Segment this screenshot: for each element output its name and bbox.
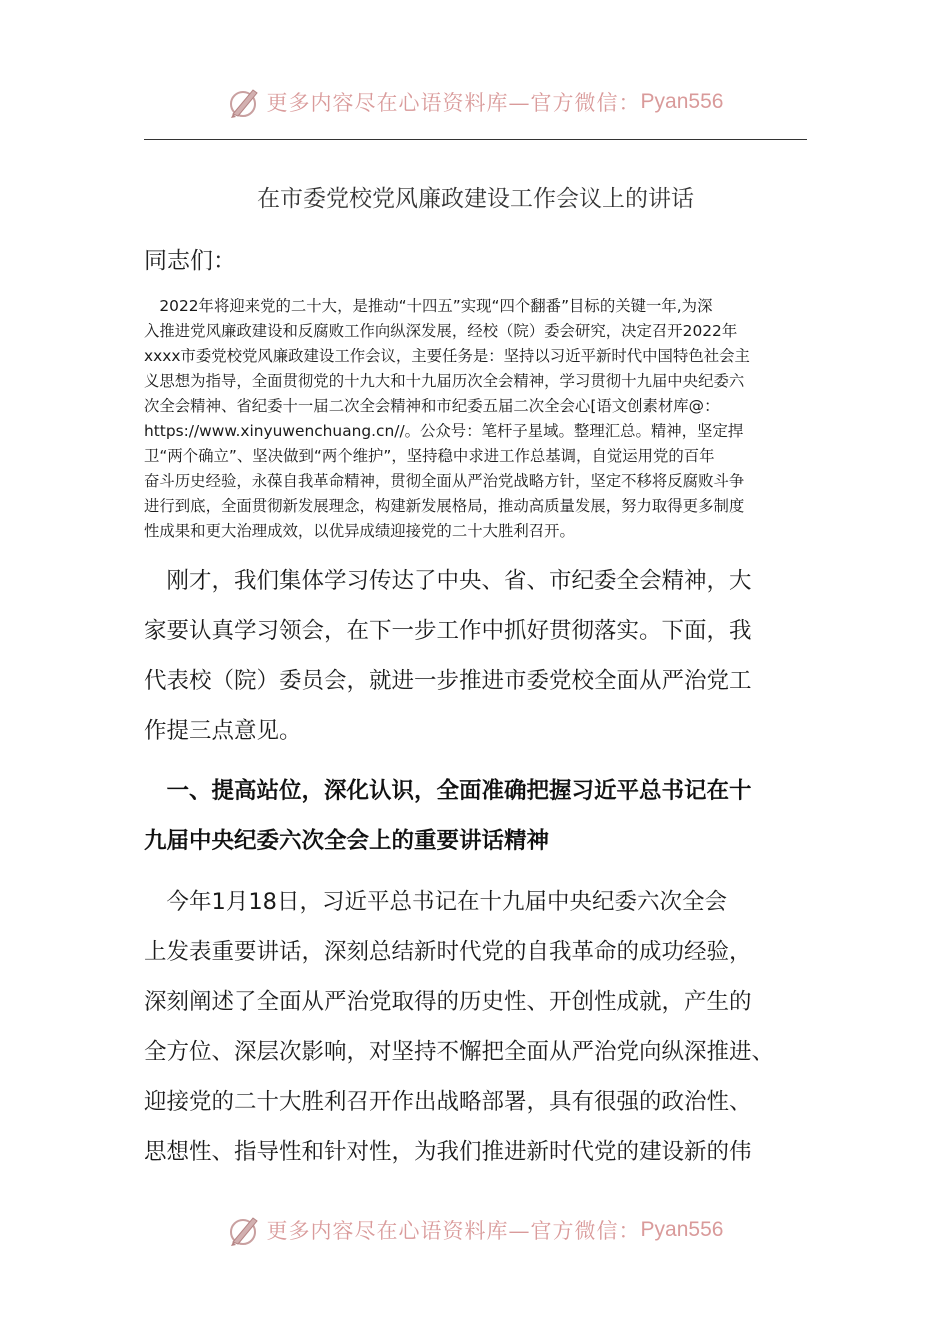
- pen-logo-icon: [227, 1212, 263, 1248]
- intro-line: 义思想为指导，全面贯彻党的十九大和十九届历次全会精神，学习贯彻十九届中央纪委六: [144, 372, 745, 390]
- paragraph-line: 刚才，我们集体学习传达了中央、省、市纪委全会精神，大: [144, 568, 752, 594]
- paragraph-line: 全方位、深层次影响，对坚持不懈把全面从严治党向纵深推进、: [144, 1039, 775, 1065]
- intro-line: 性成果和更大治理成效，以优异成绩迎接党的二十大胜利召开。: [144, 522, 575, 540]
- paragraph-line: 家要认真学习领会，在下一步工作中抓好贯彻落实。下面，我: [144, 618, 752, 644]
- paragraph-line: 思想性、指导性和针对性，为我们推进新时代党的建设新的伟: [144, 1139, 752, 1165]
- intro-line: 次全会精神、省纪委十一届二次全会精神和市纪委五届二次全会心[语文创素材库@：: [144, 397, 720, 415]
- intro-paragraph: [144, 294, 807, 544]
- header-watermark: [0, 84, 950, 120]
- paragraph-line: 迎接党的二十大胜利召开作出战略部署，具有很强的政治性、: [144, 1089, 752, 1115]
- footer-watermark: [0, 1212, 950, 1248]
- watermark-wechat-id: Pyan556: [640, 90, 724, 113]
- header-divider: [144, 139, 807, 140]
- greeting: 同志们：: [144, 248, 236, 274]
- watermark-text: 更多内容尽在心语资料库—官方微信：: [266, 91, 641, 115]
- paragraph-line: 今年1月18日，习近平总书记在十九届中央纪委六次全会: [144, 889, 727, 915]
- intro-line: 奋斗历史经验，永葆自我革命精神，贯彻全面从严治党战略方针，坚定不移将反腐败斗争: [144, 472, 745, 490]
- intro-line: 2022年将迎来党的二十大，是推动“十四五”实现“四个翻番”目标的关键一年,为深: [144, 297, 713, 315]
- heading-line: 一、提高站位，深化认识，全面准确把握习近平总书记在十: [144, 778, 752, 804]
- intro-line: 入推进党风廉政建设和反腐败工作向纵深发展，经校（院）委会研究，决定召开2022年: [144, 322, 738, 340]
- body-paragraph-2: [144, 877, 807, 1177]
- pen-logo-icon: [227, 84, 263, 120]
- document-title: 在市委党校党风廉政建设工作会议上的讲话: [257, 186, 694, 212]
- intro-line: https://www.xinyuwenchuang.cn//。公众号：笔杆子星域。整理汇总。精神，坚定捍: [144, 422, 744, 440]
- paragraph-line: 深刻阐述了全面从严治党取得的历史性、开创性成就，产生的: [144, 989, 752, 1015]
- heading-line: 九届中央纪委六次全会上的重要讲话精神: [144, 828, 550, 854]
- section-heading-1: [144, 766, 807, 866]
- intro-line: 进行到底，全面贯彻新发展理念，构建新发展格局，推动高质量发展，努力取得更多制度: [144, 497, 745, 515]
- intro-line: xxxx市委党校党风廉政建设工作会议，主要任务是：坚持以习近平新时代中国特色社会主: [144, 347, 750, 365]
- watermark-text: 更多内容尽在心语资料库—官方微信：: [266, 1219, 641, 1243]
- intro-line: 卫“两个确立”、坚决做到“两个维护”，坚持稳中求进工作总基调，自觉运用党的百年: [144, 447, 715, 465]
- watermark-wechat-id: Pyan556: [640, 1218, 724, 1241]
- paragraph-line: 作提三点意见。: [144, 718, 302, 744]
- body-paragraph-1: [144, 556, 807, 756]
- paragraph-line: 代表校（院）委员会，就进一步推进市委党校全面从严治党工: [144, 668, 752, 694]
- paragraph-line: 上发表重要讲话，深刻总结新时代党的自我革命的成功经验，: [144, 939, 752, 965]
